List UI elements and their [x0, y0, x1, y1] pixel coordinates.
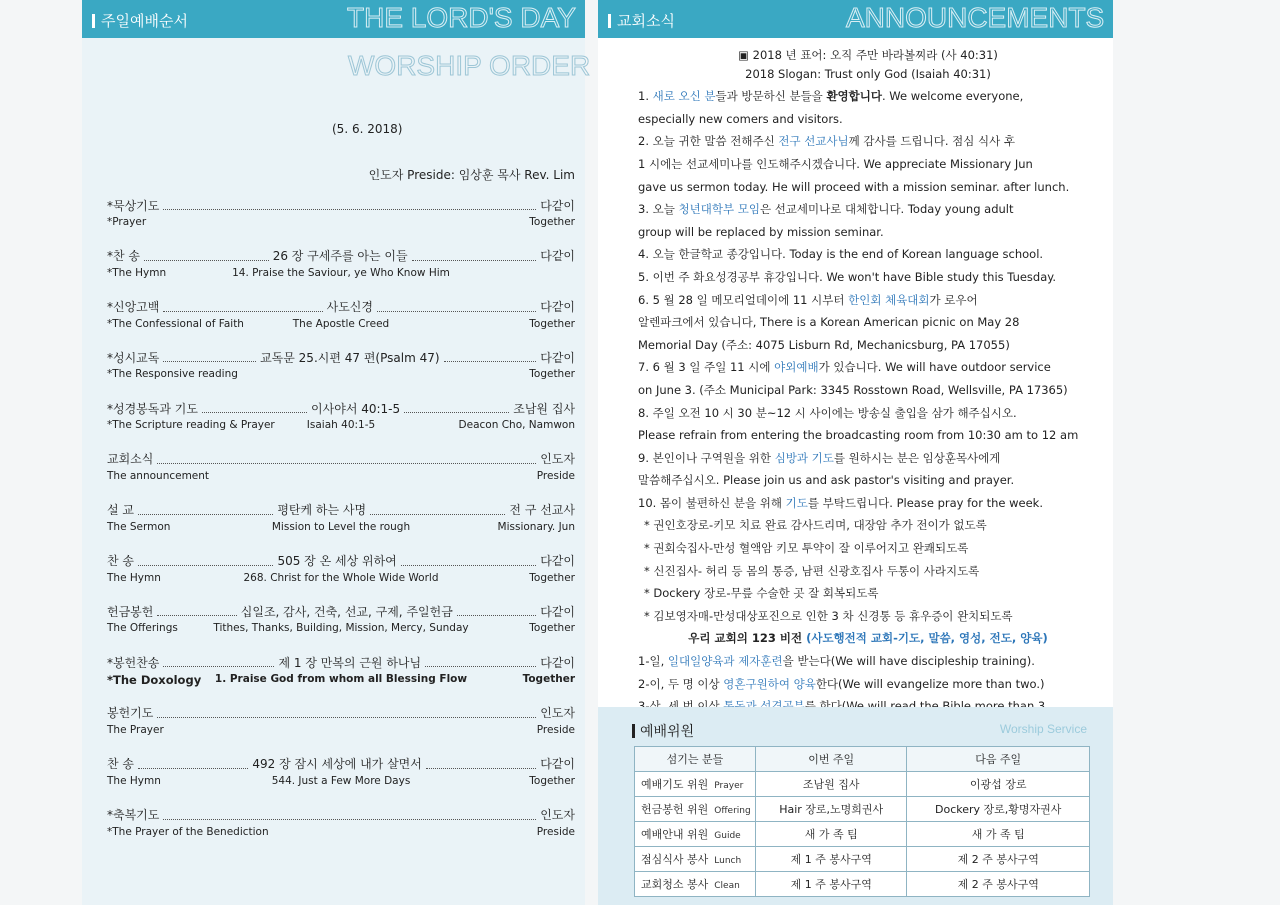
item-who: 조남원 집사	[513, 401, 576, 416]
vision-2	[638, 673, 1098, 696]
text: 께 감사를 드립니다. 점심 식사 후	[848, 134, 1016, 149]
dot-leader	[138, 505, 273, 515]
dot-leader	[444, 352, 537, 362]
announcement-2-cont: gave us sermon today. He will proceed with a mission seminar. after lunch.	[638, 179, 1070, 194]
dot-leader	[426, 759, 536, 769]
item-en: The Prayer	[107, 723, 164, 736]
this-week-cell: 제 1 주 봉사구역	[756, 847, 907, 872]
this-week-cell: 조남원 집사	[756, 772, 907, 797]
item-en-mid: Mission to Level the rough	[271, 520, 411, 533]
item-kr: 찬 송	[107, 554, 134, 569]
role-kr: 예배기도 위원	[641, 778, 709, 791]
worship-order-header	[82, 0, 585, 38]
item-kr: *축복기도	[107, 808, 160, 823]
preside-line: 인도자 Preside: 임상훈 목사 Rev. Lim	[368, 168, 575, 182]
dot-leader	[370, 505, 505, 515]
order-item	[107, 247, 575, 298]
next-week-cell: 이광섭 장로	[907, 772, 1090, 797]
role-cell	[635, 847, 756, 872]
label-bar	[632, 724, 635, 738]
table-row	[635, 797, 1090, 822]
item-kr: 설 교	[107, 503, 134, 518]
item-mid: 26 장 구세주를 아는 이들	[272, 249, 408, 264]
table-row	[635, 847, 1090, 872]
item-en: The Sermon	[107, 520, 171, 533]
text: 을 받는다(We will have discipleship training).	[782, 654, 1035, 669]
role-kr: 교회청소 봉사	[641, 878, 709, 891]
text: 6. 5 월 28 일 메모리얼데이에 11 시부터	[638, 292, 849, 307]
table-header-row	[635, 747, 1090, 772]
order-item	[107, 450, 575, 501]
vision-title	[638, 627, 1098, 650]
item-en: *The Doxology	[107, 673, 202, 688]
role-kr: 점심식사 봉사	[641, 853, 709, 866]
role-kr: 헌금봉헌 위원	[641, 803, 709, 816]
text: 3. 오늘	[638, 202, 679, 217]
item-en: *The Prayer of the Benediction	[107, 825, 269, 838]
item-who: 다같이	[540, 249, 576, 264]
role-en: Prayer	[714, 781, 744, 791]
text: 2. 오늘 귀한 말씀 전해주신	[638, 134, 779, 149]
item-en: *The Hymn	[107, 266, 167, 279]
item-en-who: Together	[529, 571, 575, 584]
highlight: 청년대학부 모임	[678, 202, 760, 217]
dot-leader	[157, 454, 536, 464]
order-item	[107, 399, 575, 450]
announcement-7-cont: on June 3. (주소 Municipal Park: 3345 Rosstown Road, Wellsville, PA 17365)	[638, 382, 1068, 397]
role-kr: 예배안내 위원	[641, 828, 709, 841]
announcement-6	[638, 289, 1098, 312]
item-who: 다같이	[540, 300, 575, 315]
text: 가 있습니다. We will have outdoor service	[818, 360, 1051, 375]
table-header: 다음 주일	[907, 747, 1090, 772]
title-announcements: ANNOUNCEMENTS	[846, 2, 1105, 33]
announcement-9	[638, 447, 1098, 470]
item-en-who: Together	[529, 622, 575, 635]
item-en: *The Scripture reading & Prayer	[107, 419, 275, 432]
dot-leader	[401, 556, 536, 566]
dot-leader	[138, 759, 248, 769]
item-en-who: Preside	[536, 723, 575, 736]
item-who: 인도자	[540, 706, 575, 721]
item-en-who: Together	[529, 216, 575, 228]
order-item	[107, 704, 575, 755]
dot-leader	[377, 302, 536, 312]
item-en: *The Responsive reading	[107, 368, 238, 381]
role-cell	[635, 797, 756, 822]
announcement-8-cont: Please refrain from entering the broadcasting room from 10:30 am to 12 am	[638, 428, 1079, 443]
item-who: 다같이	[540, 350, 576, 365]
item-en: *The Confessional of Faith	[107, 317, 244, 330]
role-cell	[635, 822, 756, 847]
highlight: 새로 오신 분	[652, 89, 716, 104]
item-en-mid: 1. Praise God from whom all Blessing Flow	[214, 673, 468, 686]
section-label-text: 교회소식	[617, 12, 675, 30]
order-item	[107, 348, 575, 399]
prayer-item: * 권인호장로-키모 치료 완료 감사드리며, 대장암 추가 전이가 없도록	[644, 518, 987, 533]
highlight: 야외예배	[774, 360, 819, 375]
text: 7. 6 월 3 일 주일 11 시에	[638, 360, 775, 375]
announcement-1-cont: especially new comers and visitors.	[638, 111, 843, 126]
prayer-item: * 권회숙집사-만성 혈액암 키모 투약이 잘 이루어지고 완쾌되도록	[644, 541, 969, 556]
table-header: 이번 주일	[756, 747, 907, 772]
item-en: The announcement	[107, 469, 210, 482]
item-mid: 492 장 잠시 세상에 내가 살면서	[252, 757, 422, 772]
item-mid: 이사야서 40:1-5	[311, 401, 401, 416]
item-en: The Offerings	[107, 622, 178, 635]
next-week-cell: Dockery 장로,황명자권사	[907, 797, 1090, 822]
order-item	[107, 653, 575, 704]
announcement-7	[638, 356, 1098, 379]
order-item	[107, 602, 575, 653]
worship-table	[634, 746, 1090, 897]
item-kr: 헌금봉헌	[107, 604, 154, 619]
role-en: Clean	[714, 881, 740, 891]
title-worship-order: WORSHIP ORDER	[348, 50, 591, 81]
text: 2-이, 두 명 이상	[638, 676, 724, 691]
item-en-mid: Tithes, Thanks, Building, Mission, Mercy, Sunday	[213, 622, 469, 635]
announcement-10	[638, 492, 1098, 515]
item-kr: *신앙고백	[107, 300, 160, 315]
announcement-4: 4. 오늘 한글학교 종강입니다. Today is the end of Korean language school.	[638, 247, 1044, 262]
section-label	[92, 10, 188, 31]
text: 한다(We will evangelize more than two.)	[815, 676, 1045, 691]
item-en-who: Together	[529, 368, 575, 381]
emphasis: 환영합니다	[826, 89, 882, 104]
order-item	[107, 755, 575, 806]
text: 1.	[638, 89, 653, 104]
order-item	[107, 552, 575, 603]
item-en-who: Preside	[536, 469, 575, 482]
worship-label	[632, 721, 694, 741]
item-kr: *봉헌찬송	[107, 655, 160, 670]
announcement-3-cont: group will be replaced by mission seminar.	[638, 224, 884, 239]
item-mid: 제 1 장 만복의 근원 하나님	[278, 655, 422, 670]
announcement-3	[638, 198, 1098, 221]
text: 를 원하시는 분은 임상훈목사에게	[833, 450, 1001, 465]
item-mid: 사도신경	[326, 300, 373, 315]
item-en-mid: Isaiah 40:1-5	[306, 419, 376, 432]
announcements-header	[598, 0, 1113, 38]
table-row	[635, 822, 1090, 847]
highlight: (사도행전적 교회-기도, 말씀, 영성, 전도, 양육)	[806, 631, 1048, 646]
this-week-cell: 제 1 주 봉사구역	[756, 872, 907, 897]
announcement-5: 5. 이번 주 화요성경공부 휴강입니다. We won't have Bible study this Tuesday.	[638, 269, 1057, 284]
text: 를 부탁드립니다. Please pray for the week.	[807, 495, 1043, 510]
dot-leader	[404, 403, 509, 413]
item-who: 다같이	[540, 198, 575, 213]
item-en-mid: The Apostle Creed	[292, 317, 390, 330]
item-who: 다같이	[540, 655, 576, 670]
item-en-who: Preside	[536, 825, 575, 838]
item-mid: 교독문 25.시편 47 편(Psalm 47)	[260, 350, 440, 365]
text: 은 선교세미나로 대체합니다. Today young adult	[759, 202, 1014, 217]
text: 가 로우어	[929, 292, 978, 307]
next-week-cell: 제 2 주 봉사구역	[907, 872, 1090, 897]
item-en-who: Deacon Cho, Namwon	[458, 419, 575, 432]
item-kr: 찬 송	[107, 757, 134, 772]
service-date: (5. 6. 2018)	[332, 122, 403, 136]
dot-leader	[202, 403, 307, 413]
item-who: 다같이	[540, 757, 575, 772]
dot-leader	[457, 606, 536, 616]
next-week-cell: 새 가 족 팀	[907, 822, 1090, 847]
dot-leader	[144, 251, 269, 261]
announcement-2-cont: 1 시에는 선교세미나를 인도해주시겠습니다. We appreciate Missionary Jun	[638, 156, 1033, 171]
table-row	[635, 772, 1090, 797]
item-en: *Prayer	[107, 216, 147, 228]
role-en: Guide	[714, 831, 741, 841]
highlight: 한인회 체육대회	[848, 292, 930, 307]
announcements-panel	[598, 0, 1113, 905]
highlight: 심방과 기도	[774, 450, 834, 465]
dot-leader	[425, 657, 536, 667]
dot-leader	[157, 708, 536, 718]
dot-leader	[163, 810, 536, 820]
role-cell	[635, 772, 756, 797]
worship-sub: Worship Service	[999, 722, 1087, 736]
worship-label-text: 예배위원	[640, 724, 695, 740]
section-label	[608, 10, 675, 31]
text: . We welcome everyone,	[882, 89, 1024, 104]
item-kr: 봉헌기도	[107, 706, 154, 721]
role-cell	[635, 872, 756, 897]
order-item	[107, 196, 575, 247]
dot-leader	[163, 200, 536, 210]
title-lords-day: THE LORD'S DAY	[347, 2, 576, 33]
item-who: 다같이	[540, 604, 575, 619]
order-item	[107, 298, 575, 349]
text: 들과 방문하신 분들을	[715, 89, 827, 104]
item-mid: 평탄케 하는 사명	[277, 503, 367, 518]
label-bar	[608, 14, 611, 28]
dot-leader	[163, 302, 322, 312]
prayer-item: * 김보영자매-만성대상포진으로 인한 3 차 신경통 등 휴우증이 완치되도록	[644, 608, 1013, 623]
vision-1	[638, 650, 1098, 673]
highlight: 일대일양육과 제자훈련	[667, 654, 783, 669]
text: 1-일,	[638, 654, 668, 669]
announcement-6-cont: 알렌파크에서 있습니다, There is a Korean American picnic on May 28	[638, 315, 1020, 330]
item-en: The Hymn	[107, 774, 161, 787]
item-en-who: Together	[529, 317, 575, 330]
item-who: 인도자	[540, 452, 575, 467]
item-en-mid: 14. Praise the Saviour, ye Who Know Him	[232, 266, 450, 279]
item-kr: *찬 송	[107, 249, 140, 264]
dot-leader	[138, 556, 273, 566]
item-kr: *묵상기도	[107, 198, 160, 213]
table-header: 섬기는 분들	[635, 747, 756, 772]
dot-leader	[163, 657, 274, 667]
item-mid: 505 장 온 세상 위하여	[277, 554, 397, 569]
order-item	[107, 806, 575, 857]
worship-order-panel	[82, 0, 591, 905]
prayer-item: * 신진집사- 허리 등 몸의 통증, 남편 신광호집사 두통이 사라지도록	[644, 563, 980, 578]
item-en-mid: 544. Just a Few More Days	[271, 774, 411, 787]
prayer-item: * Dockery 장로-무릎 수술한 곳 잘 회복되도록	[644, 586, 879, 601]
item-who: 인도자	[540, 808, 575, 823]
item-kr: 교회소식	[107, 452, 154, 467]
this-week-cell: Hair 장로,노명희권사	[756, 797, 907, 822]
announcement-9-cont: 말씀해주십시오. Please join us and ask pastor's visiting and prayer.	[638, 473, 1015, 488]
announcement-1	[638, 85, 1098, 108]
item-en-who: Together	[529, 774, 575, 787]
item-en: The Hymn	[107, 571, 161, 584]
role-en: Lunch	[714, 856, 742, 866]
table-row	[635, 872, 1090, 897]
order-item	[107, 501, 575, 552]
slogan-en: 2018 Slogan: Trust only God (Isaiah 40:31)	[745, 66, 991, 81]
dot-leader	[163, 352, 256, 362]
item-en-who: Together	[522, 673, 575, 686]
item-kr: *성경봉독과 기도	[107, 401, 198, 416]
item-en-mid: 268. Christ for the Whole Wide World	[243, 571, 439, 584]
highlight: 영혼구원하여 양육	[723, 676, 816, 691]
dot-leader	[157, 606, 236, 616]
highlight: 기도	[785, 495, 808, 510]
slogan-kr: ▣ 2018 년 표어: 오직 주만 바라볼찌라 (사 40:31)	[738, 48, 998, 62]
announcement-8: 8. 주일 오전 10 시 30 분~12 시 사이에는 방송실 출입을 삼가 해주십시오.	[638, 405, 1017, 420]
this-week-cell: 새 가 족 팀	[756, 822, 907, 847]
item-kr: *성시교독	[107, 350, 160, 365]
item-who: 다같이	[540, 554, 575, 569]
announcement-2	[638, 130, 1098, 153]
text: 10. 몸이 불편하신 분을 위해	[638, 495, 786, 510]
item-en-who: Missionary. Jun	[497, 520, 575, 533]
label-bar	[92, 14, 95, 28]
order-list	[107, 196, 575, 856]
announcement-6-cont: Memorial Day (주소: 4075 Lisburn Rd, Mechanicsburg, PA 17055)	[638, 337, 1010, 352]
next-week-cell: 제 2 주 봉사구역	[907, 847, 1090, 872]
dot-leader	[412, 251, 537, 261]
announcement-list	[638, 44, 1098, 718]
item-mid: 십일조, 감사, 건축, 선교, 구제, 주일헌금	[240, 604, 453, 619]
text: 9. 본인이나 구역원을 위한	[638, 450, 775, 465]
role-en: Offering	[714, 806, 751, 816]
text: 우리 교회의 123 비전	[688, 631, 807, 646]
section-label-text: 주일예배순서	[101, 12, 188, 30]
item-who: 전 구 선교사	[509, 503, 575, 518]
highlight: 전구 선교사님	[778, 134, 849, 149]
